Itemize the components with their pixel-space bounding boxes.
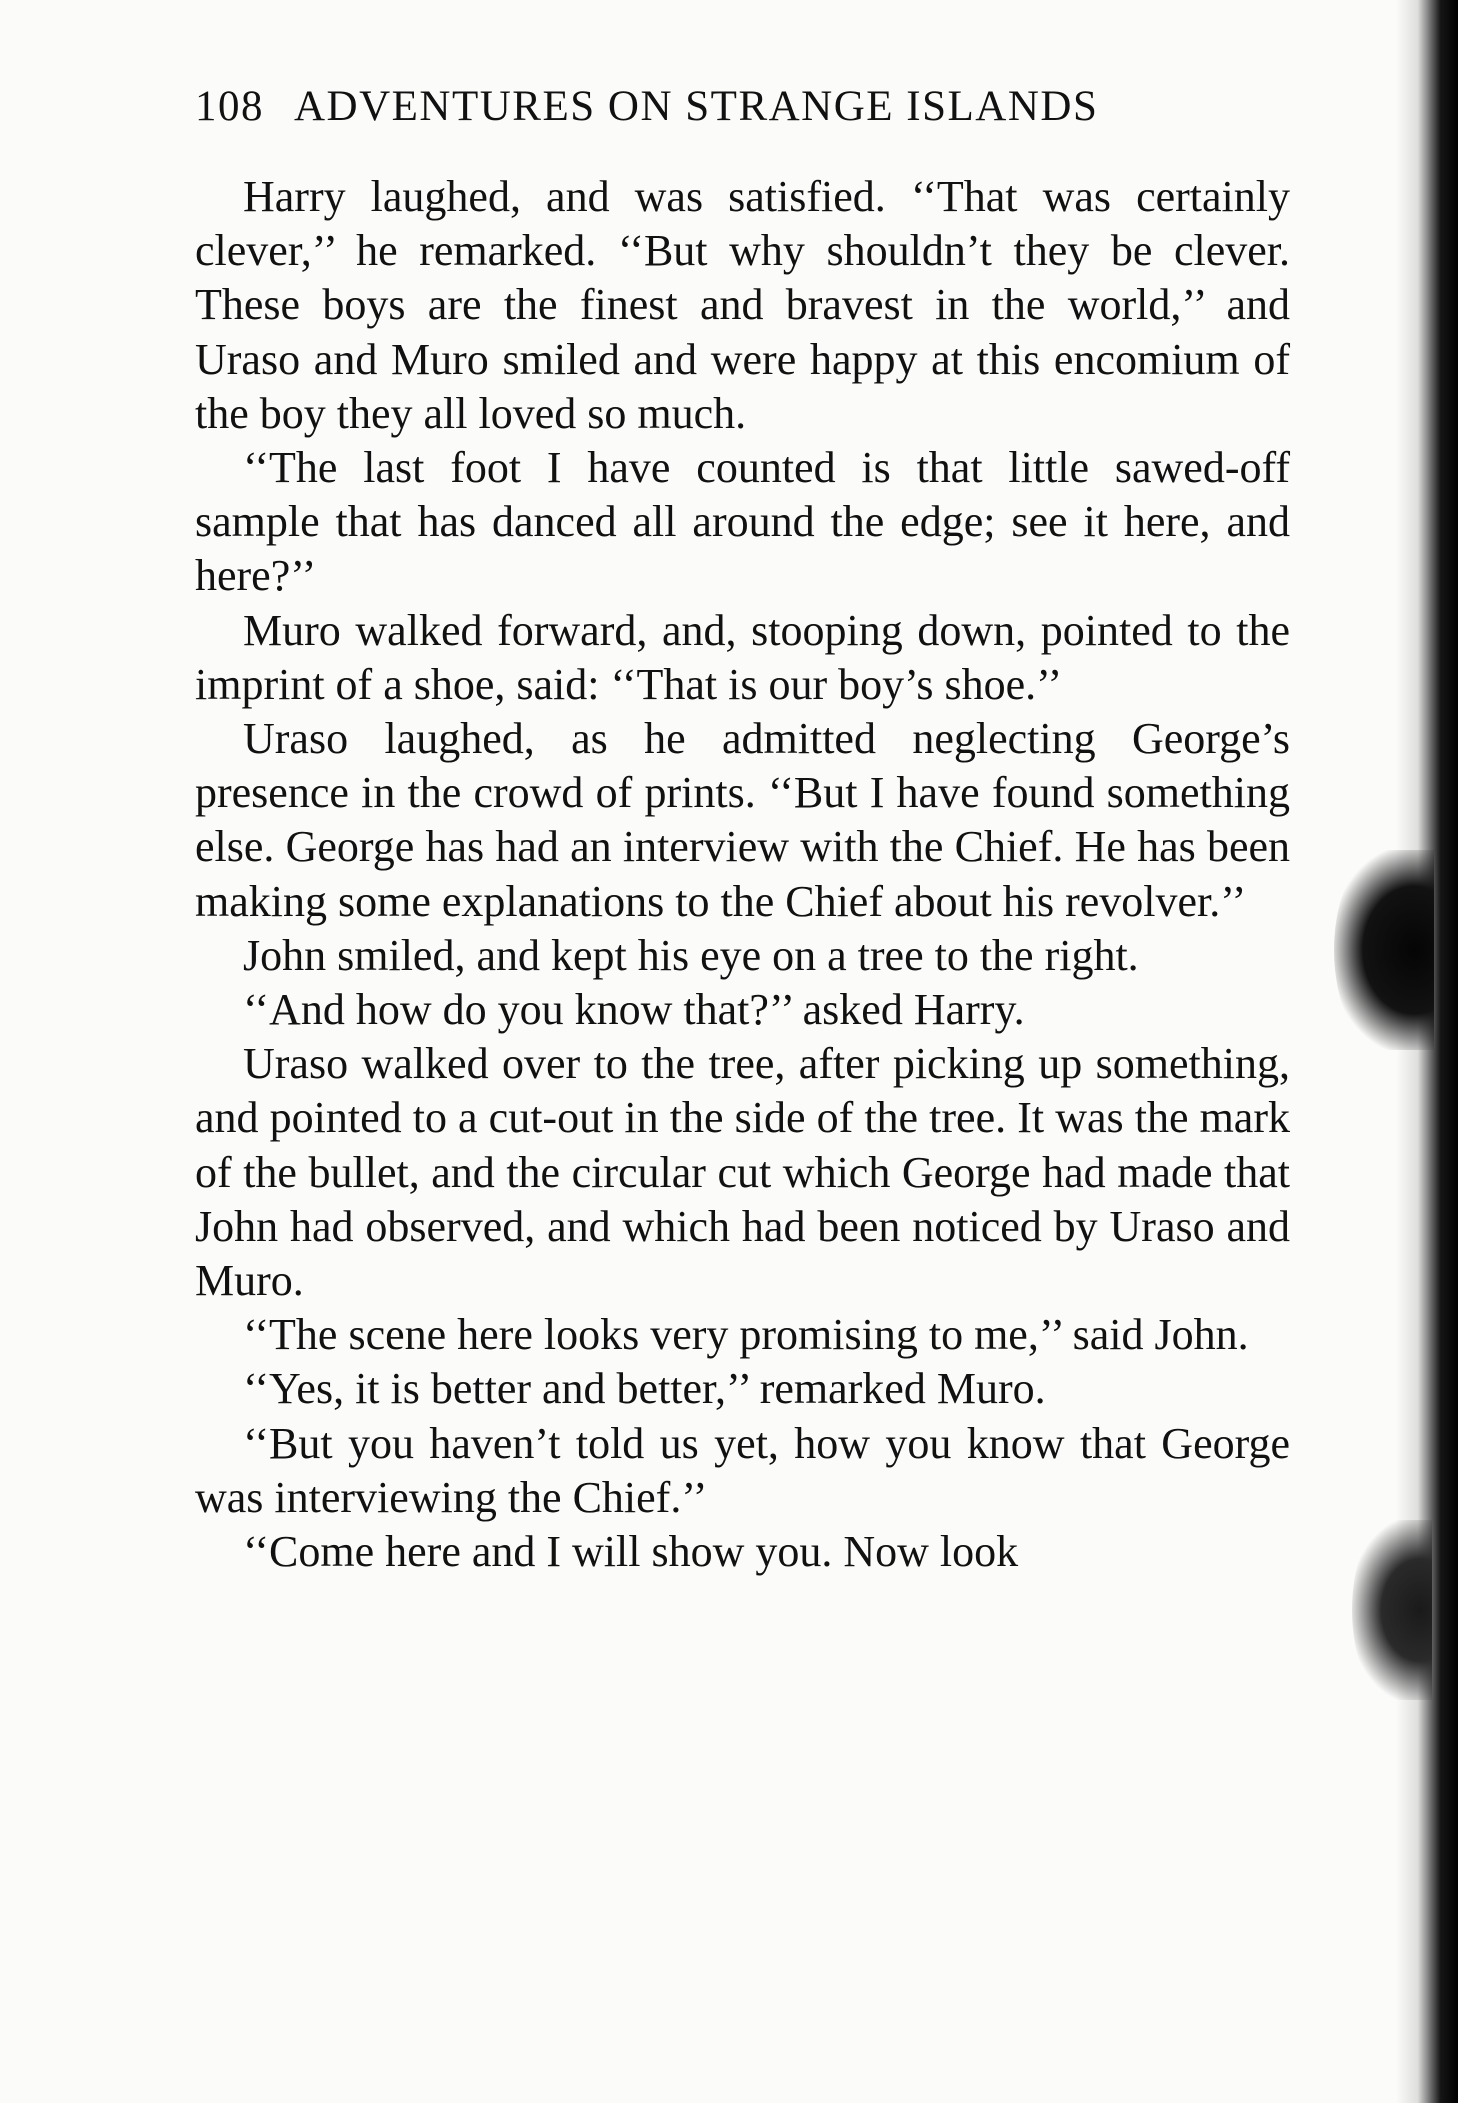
paragraph: ‘‘The last foot I have counted is that little sawed-off sample that has danced all around the edge; see it here, and here?’’ [195,443,1290,601]
paragraph: ‘‘The scene here looks very promising to me,’’ said John. [243,1310,1249,1360]
binding-ink-blot [1352,1520,1432,1700]
binding-ink-blot [1334,850,1434,1050]
paragraph: ‘‘And how do you know that?’’ asked Harry. [243,985,1025,1035]
paragraph: ‘‘But you haven’t told us yet, how you know that George was interviewing the Chief.’’ [195,1418,1290,1522]
running-header [195,82,1275,131]
paragraph: ‘‘Come here and I will show you. Now look [243,1527,1019,1577]
paragraph: John smiled, and kept his eye on a tree to the right. [243,930,1139,980]
binding-gutter-shadow [1396,0,1458,2103]
paragraph: Uraso walked over to the tree, after picking up something, and pointed to a cut-out in the side of the tree. It was the mark of the bullet, and the circular cut which George had made that John had observed, and which had been noticed by Uraso and Muro. [195,1039,1290,1306]
page-number: 108 [195,83,264,130]
paragraph: ‘‘Yes, it is better and better,’’ remarked Muro. [243,1364,1046,1414]
paragraph: Harry laughed, and was satisfied. ‘‘That was certainly clever,’’ he remarked. ‘‘But why shouldn’t they be clever. These boys are the finest and bravest in the world,’’ and Uraso and Muro smiled and were happy at this encomium of the boy they all loved so much. [195,172,1290,438]
body-text [195,170,1290,1579]
paragraph: Muro walked forward, and, stooping down, pointed to the imprint of a shoe, said: ‘‘That is our boy’s shoe.’’ [195,605,1290,709]
running-title: ADVENTURES ON STRANGE ISLANDS [294,83,1099,130]
paragraph: Uraso laughed, as he admitted neglecting George’s presence in the crowd of prints. ‘‘But I have found something else. George has had an interview with the Chief. He has been making some explanations to the Chief about his revolver.’’ [195,714,1290,926]
